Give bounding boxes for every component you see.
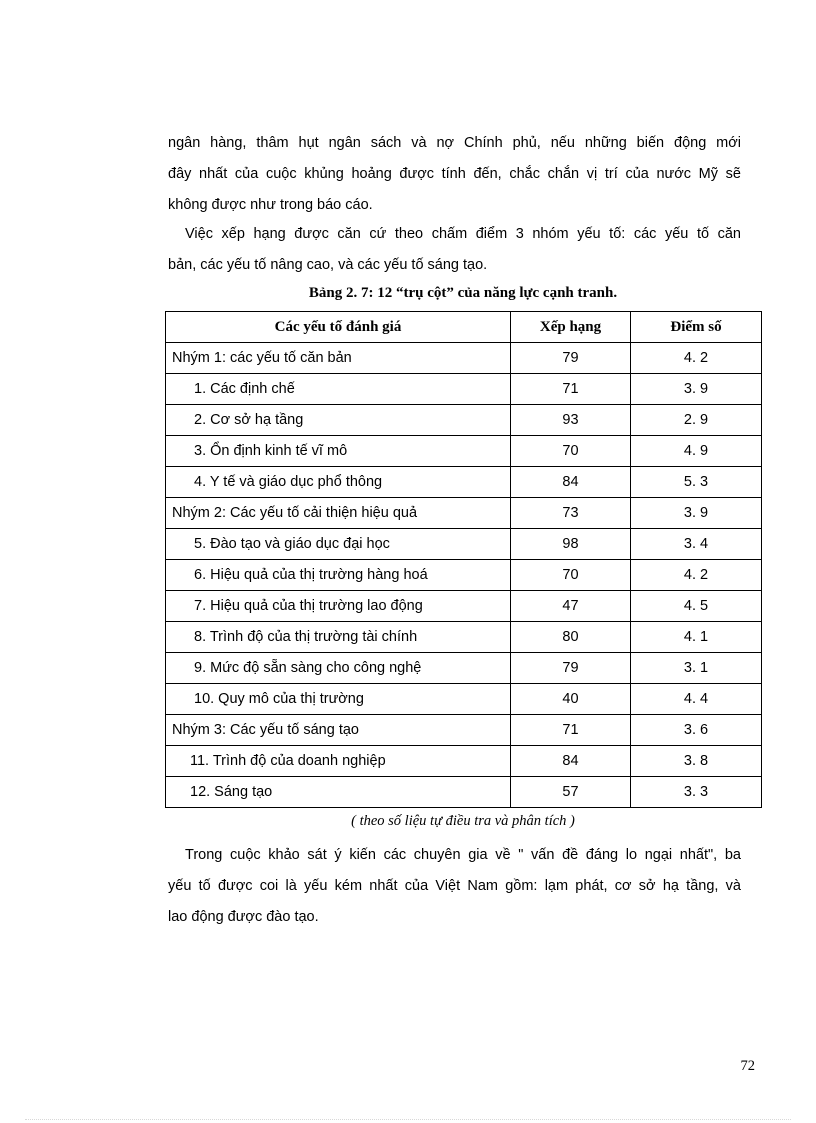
- row-score: 4. 9: [631, 436, 762, 467]
- table-row: [166, 653, 762, 684]
- row-label: 11. Trình độ của doanh nghiệp: [166, 746, 511, 777]
- row-rank: 93: [511, 405, 631, 436]
- paragraph-1-line-2: đây nhất của cuộc khủng hoảng được tính đến, chắc chắn vị trí của nước Mỹ sẽ: [168, 166, 741, 182]
- table-row: [166, 343, 762, 374]
- row-label: 6. Hiệu quả của thị trường hàng hoá: [166, 560, 511, 591]
- paragraph-2-line-2: bản, các yếu tố nâng cao, và các yếu tố sáng tạo.: [168, 257, 488, 273]
- row-label: Nhým 1: các yếu tố căn bản: [166, 343, 511, 374]
- row-label: 10. Quy mô của thị trường: [166, 684, 511, 715]
- row-score: 4. 5: [631, 591, 762, 622]
- table-row: [166, 560, 762, 591]
- page-bottom-divider: [25, 1119, 791, 1120]
- row-rank: 57: [511, 777, 631, 808]
- row-rank: 70: [511, 436, 631, 467]
- row-label: Nhým 3: Các yếu tố sáng tạo: [166, 715, 511, 746]
- row-rank: 71: [511, 374, 631, 405]
- paragraph-3: [168, 840, 741, 933]
- table-row: [166, 436, 762, 467]
- row-score: 3. 9: [631, 498, 762, 529]
- table-row: [166, 715, 762, 746]
- row-label: 9. Mức độ sẵn sàng cho công nghệ: [166, 653, 511, 684]
- row-rank: 70: [511, 560, 631, 591]
- header-score: Điểm số: [631, 312, 762, 343]
- table-row: [166, 498, 762, 529]
- row-score: 3. 4: [631, 529, 762, 560]
- row-label: 2. Cơ sở hạ tầng: [166, 405, 511, 436]
- row-label: Nhým 2: Các yếu tố cải thiện hiệu quả: [166, 498, 511, 529]
- table-row: [166, 684, 762, 715]
- row-label: 5. Đào tạo và giáo dục đại học: [166, 529, 511, 560]
- row-score: 5. 3: [631, 467, 762, 498]
- row-rank: 84: [511, 467, 631, 498]
- row-rank: 84: [511, 746, 631, 777]
- paragraph-1: [168, 128, 741, 221]
- row-rank: 79: [511, 343, 631, 374]
- table-row: [166, 529, 762, 560]
- row-rank: 79: [511, 653, 631, 684]
- row-rank: 40: [511, 684, 631, 715]
- row-score: 4. 4: [631, 684, 762, 715]
- page-number: 72: [740, 1058, 755, 1074]
- row-label: 4. Y tế và giáo dục phổ thông: [166, 467, 511, 498]
- row-score: 3. 3: [631, 777, 762, 808]
- row-label: 1. Các định chế: [166, 374, 511, 405]
- table-row: [166, 622, 762, 653]
- row-score: 4. 2: [631, 343, 762, 374]
- row-score: 2. 9: [631, 405, 762, 436]
- paragraph-3-line-1: Trong cuộc khảo sát ý kiến các chuyên gia về " vấn đề đáng lo ngại nhất", ba: [185, 847, 741, 863]
- header-rank: Xếp hạng: [511, 312, 631, 343]
- row-label: 3. Ổn định kinh tế vĩ mô: [166, 436, 511, 467]
- table-row: [166, 591, 762, 622]
- row-rank: 80: [511, 622, 631, 653]
- table-header-row: [166, 312, 762, 343]
- table-row: [166, 467, 762, 498]
- row-score: 3. 9: [631, 374, 762, 405]
- header-factor: Các yếu tố đánh giá: [166, 312, 511, 343]
- row-rank: 47: [511, 591, 631, 622]
- table-row: [166, 777, 762, 808]
- competitiveness-table: [165, 311, 762, 808]
- row-rank: 98: [511, 529, 631, 560]
- paragraph-2-line-1: Việc xếp hạng được căn cứ theo chấm điểm 3 nhóm yếu tố: các yếu tố căn: [185, 226, 741, 242]
- table-row: [166, 405, 762, 436]
- row-score: 4. 2: [631, 560, 762, 591]
- paragraph-1-line-3: không được như trong báo cáo.: [168, 197, 373, 213]
- row-label: 8. Trình độ của thị trường tài chính: [166, 622, 511, 653]
- paragraph-1-line-1: ngân hàng, thâm hụt ngân sách và nợ Chính phủ, nếu những biến động mới: [168, 135, 741, 151]
- row-score: 3. 8: [631, 746, 762, 777]
- paragraph-2: [168, 219, 741, 281]
- row-label: 7. Hiệu quả của thị trường lao động: [166, 591, 511, 622]
- row-rank: 73: [511, 498, 631, 529]
- row-score: 3. 1: [631, 653, 762, 684]
- table-row: [166, 746, 762, 777]
- table-row: [166, 374, 762, 405]
- row-score: 4. 1: [631, 622, 762, 653]
- table-caption: Bảng 2. 7: 12 “trụ cột” của năng lực cạnh tranh.: [308, 285, 618, 301]
- row-rank: 71: [511, 715, 631, 746]
- row-label: 12. Sáng tạo: [166, 777, 511, 808]
- paragraph-3-line-3: lao động được đào tạo.: [168, 909, 319, 925]
- row-score: 3. 6: [631, 715, 762, 746]
- paragraph-3-line-2: yếu tố được coi là yếu kém nhất của Việt Nam gồm: lạm phát, cơ sở hạ tầng, và: [168, 878, 741, 894]
- table-source-note: ( theo số liệu tự điều tra và phân tích ): [351, 813, 575, 829]
